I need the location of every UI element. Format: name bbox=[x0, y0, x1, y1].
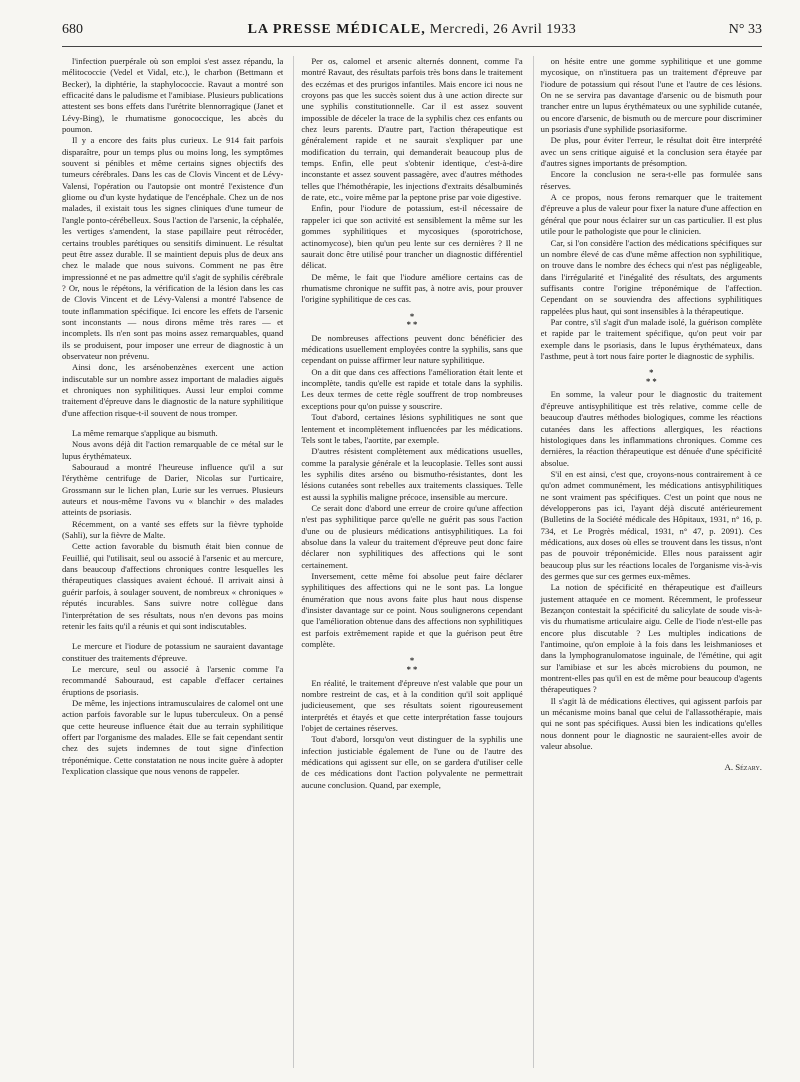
paragraph: On a dit que dans ces affections l'amélioration était lente et incomplète, tandis qu'elle est rapide et totale dans la syphilis. Les deux termes de cette règle souffrent de trop nombreuses exceptions pour qu'on puisse y souscrire. bbox=[301, 366, 523, 411]
paragraph: S'il en est ainsi, c'est que, croyons-nous contrairement à ce qu'on admet communément, les médications antisyphilitiques ne sont vraiment pas spécifiques. C'est un point que nous ne développerons pas ici, l'ayant déjà discuté antérieurement (Bulletins de la Société médicale des Hôpitaux, 1931, n° 16, p. 734, et Le Progrès médical, 1931, n° 47, p. 2091). Ces médications, aux doses où elles se trouvent dans les tissus, n'ont pas de pouvoir tréponémicide. Elles nous paraissent agir beaucoup plus sur les réactions locales de l'organisme vis-à-vis des germes que sur ces germes eux-mêmes. bbox=[540, 468, 762, 581]
paragraph: Tout d'abord, certaines lésions syphilitiques ne sont que lentement et incomplètement influencées par les médications. Tels sont le tabes, l'aortite, par exemple. bbox=[301, 412, 523, 445]
paragraph: De même, les injections intramusculaires de calomel ont une action parfois favorable sur le lupus tuberculeux. On a pensé que cette heureuse influence était due au terrain syphilitique offert par l'organisme des malades. Elle se fait cependant sentir chez des sujets indemnes de tout signe d'infection tréponémique. Cette constatation ne nous incite guère à adopter l'explication classique que nous venons de rappeler. bbox=[62, 697, 284, 776]
paragraph: Ainsi donc, les arsénobenzènes exercent une action indiscutable sur un nombre assez important de maladies aiguës et chroniques non syphilitiques. Aussi leur emploi comme traitement d'épreuve dans le diagnostic de la nature syphilitique d'une affection risque-t-il souvent de nous tromper. bbox=[62, 362, 284, 418]
section-separator: * * * bbox=[406, 310, 418, 330]
paragraph: Nous avons déjà dit l'action remarquable de ce métal sur le lupus érythémateux. bbox=[62, 439, 284, 461]
paragraph: Encore la conclusion ne sera-t-elle pas formulée sans réserves. bbox=[540, 169, 762, 191]
page-header bbox=[62, 22, 762, 47]
paragraph: Cette action favorable du bismuth était bien connue de Feuillié, qui l'utilisait, seul ou associé à l'arsenic et au mercure, dans beaucoup d'affections chroniques contre lesquelles les thérapeutiques classiques avaient échoué. Il arrivait ainsi à guérir parfois, à soulager souvent, de nombreux « chroniques » réputés incurables. Sans suivre notre collègue dans l'interprétation de ses résultats, nous n'en devons pas moins retenir les faits qu'il a réunis et qui sont indiscutables. bbox=[62, 541, 284, 631]
paragraph: A ce propos, nous ferons remarquer que le traitement d'épreuve a plus de valeur pour fixer la nature d'une affection en général que pour nous éclairer sur un cas particulier. Il est plus utile pour le pathologiste que pour le clinicien. bbox=[540, 192, 762, 237]
paragraph: De nombreuses affections peuvent donc bénéficier des médications usuellement employées contre la syphilis, sans que cependant on puisse affirmer leur nature syphilitique. bbox=[301, 332, 523, 366]
column-left bbox=[62, 56, 283, 1068]
paragraph: Ce serait donc d'abord une erreur de croire qu'une affection n'est pas syphilitique parce qu'elle ne guérit pas sous l'action d'une ou de plusieurs médications antisyphilitiques. La foi absolue dans la valeur du traitement d'épreuve peut donc faire déclarer non syphilitiques des affections qui le sont certainement. bbox=[301, 502, 523, 570]
paragraph: Enfin, pour l'iodure de potassium, est-il nécessaire de rappeler ici que son activité est sensiblement la même sur les gommes syphilitiques et mycosiques (sporotrichose, actinomycose), bien qu'un peu lente sur ces dernières ? Il ne saurait donc être utilisé pour trancher un diagnostic différentiel délicat. bbox=[301, 203, 523, 271]
issue-number: N° 33 bbox=[728, 22, 762, 37]
paragraph: Sabouraud a montré l'heureuse influence qu'il a sur l'érythème centrifuge de Darier, Nicolas sur l'urticaire, Grossmann sur le lichen plan, Lurie sur les verrues. Plusieurs auteurs et nous-même l'avons vu « blanchir » des malades atteints de psoriasis. bbox=[62, 462, 284, 518]
column-middle bbox=[293, 56, 522, 1068]
paragraph: Par contre, s'il s'agit d'un malade isolé, la guérison complète et rapide par le traitement spécifique, qu'on peut voir par exemple dans le psoriasis, dans le lupus érythémateux, dans l'asthme, peut à tort nous faire porter le diagnostic de syphilis. bbox=[540, 316, 762, 361]
column-right bbox=[533, 56, 762, 1068]
section-separator: * * * bbox=[645, 367, 657, 386]
paragraph: on hésite entre une gomme syphilitique et une gomme mycosique, on n'instituera pas un traitement d'épreuve par l'iodure de potassium qui résout l'une et l'autre de ces lésions. On ne se servira pas davantage d'arsenic ou de bismuth pour trancher entre un lupus érythémateux ou une syphilide cutanée, ou encore d'arsenic, de bismuth ou de mercure pour discriminer un psoriasis d'une syphilide psoriasiforme. bbox=[540, 56, 762, 135]
paragraph: De plus, pour éviter l'erreur, le résultat doit être interprété avec un sens critique aiguisé et la conclusion sera étayée par d'autres signes importants de présomption. bbox=[540, 135, 762, 169]
text-columns bbox=[62, 56, 762, 1068]
paragraph: En réalité, le traitement d'épreuve n'est valable que pour un nombre restreint de cas, et à la condition qu'il soit appliqué judicieusement, que ses résultats soient rigoureusement interprétés et étayés et que cette interprétation fasse toujours l'objet de certaines réserves. bbox=[301, 677, 523, 733]
paragraph: Per os, calomel et arsenic alternés donnent, comme l'a montré Ravaut, des résultats parfois très bons dans le traitement des eczémas et des prurigos infantiles. Mais encore ici nous ne croyons pas que les succès soient dus à une action directe sur une syphilis constitutionnelle. Car il est assez souvent impossible de déceler la trace de la syphilis chez ces enfants ou chez leurs parents. D'autre part, l'action thérapeutique est généralement rapide et ne saurait s'expliquer par une modification du terrain, qui demanderait beaucoup plus de temps. Enfin, elle peut s'obtenir identique, c'est-à-dire inconstante et assez souvent passagère, avec d'autres méthodes telles que l'hémothérapie, les injections d'extraits désalbuminés de rate, etc., voire même par la peptone prise par voie digestive. bbox=[301, 56, 523, 203]
paragraph: La notion de spécificité en thérapeutique est d'ailleurs justement attaquée en ce moment. Récemment, le professeur Bezançon contestait la spécificité du salicylate de soude vis-à-vis du rhumatisme articulaire aigu. Celle de l'iode n'est-elle pas encore plus discutable ? Les multiples indications de l'antimoine, qu'on emploie à la fois dans les leishmanioses et dans la lymphogranulomatose inguinale, de l'émétine, qui agit sur l'amibiase et sur les abcès microbiens du poumon, ne montrent-elles pas qu'il en est de même pour beaucoup d'agents thérapeutiques ? bbox=[540, 582, 762, 695]
paragraph: Récemment, on a vanté ses effets sur la fièvre typhoïde (Sahli), sur la fièvre de Malte. bbox=[62, 518, 284, 541]
journal-title-line bbox=[122, 22, 702, 38]
paragraph: Le mercure et l'iodure de potassium ne sauraient davantage constituer des traitements d'épreuve. bbox=[62, 641, 284, 663]
paragraph: Inversement, cette même foi absolue peut faire déclarer syphilitiques des affections qui ne le sont pas. La longue énumération que nous avons faite plus haut nous dispense d'insister davantage sur ce point. Nous soulignerons cependant que l'amélioration obtenue dans des affections non syphilitiques est parfois extrêmement rapide et que la guérison peut être complète. bbox=[301, 570, 523, 650]
paragraph: Il y a encore des faits plus curieux. Le 914 fait parfois disparaître, pour un temps plus ou moins long, les symptômes souvent si pénibles et même certains signes objectifs des tumeurs cérébrales. Dans les cas de Clovis Vincent et de Lévy-Valensi, l'opération ou l'autopsie ont montré l'existence d'un gliome ou d'un kyste hydatique de l'encéphale. Chez un de nos malades, il existait tous les signes cliniques d'une tumeur de l'angle ponto-cérébelleux. Sous l'action de l'arsenic, la céphalée, les vertiges s'amendent, la stase papillaire peut rétrocéder, certains troubles parétiques ou sensitifs diminuent. Le résultat peut être assez durable. Il se maintient depuis plus de deux ans chez le malade que nous suivons. Comment ne pas être impressionné et ne pas admettre qu'il s'agit de syphilis cérébrale ? Or, nous le répétons, la vérification de la lésion dans les cas de Clovis Vincent et de Lévy-Valensi a montré l'absence de toute inflammation spécifique. Ici encore les effets de l'arsenic sont inconstants — nous dirons même très rares — et incomplets. Ils n'en sont pas moins assez remarquables, quand ils se produisent, pour imposer une erreur de diagnostic à un observateur non prévenu. bbox=[62, 135, 284, 361]
paragraph: En somme, la valeur pour le diagnostic du traitement d'épreuve antisyphilitique est très relative, comme celle de beaucoup d'autres méthodes biologiques, comme les réactions cutanées dans les affections allergiques, les réactions histologiques dans les inflammations chroniques. Comme ces dernières, la réaction thérapeutique est dénuée d'une spécificité absolue. bbox=[540, 389, 762, 468]
page-number: 680 bbox=[62, 22, 83, 37]
paragraph: Il s'agit là de médications électives, qui agissent parfois par un mécanisme moins banal que celui de l'allassothérapie, mais qui ne sont pas spécifiques. Aussi bien les indications qu'elles nous donnent pour le diagnostic ne sauraient-elles avoir de valeur absolue. bbox=[540, 695, 762, 752]
issue-date: Mercredi, 26 Avril 1933 bbox=[429, 22, 577, 37]
paragraph: D'autres résistent complètement aux médications usuelles, comme la paralysie générale et la leucoplasie. Telles sont aussi les syphilis dites arséno ou bismutho-résistantes, dont les lésions cutanées sont rebelles aux traitements classiques. Telle est aussi la syphilis maligne précoce, insensible au mercure. bbox=[301, 446, 523, 502]
paragraph: De même, le fait que l'iodure améliore certains cas de rhumatisme chronique ne suffit pas, à notre avis, pour prouver l'origine syphilitique de ces cas. bbox=[301, 271, 523, 305]
paragraph: La même remarque s'applique au bismuth. bbox=[72, 428, 218, 438]
paragraph: Le mercure, seul ou associé à l'arsenic comme l'a recommandé Sabouraud, est capable d'effacer certaines éruptions de psoriasis. bbox=[62, 663, 284, 697]
section-separator: * * * bbox=[406, 655, 418, 674]
paragraph: l'infection puerpérale où son emploi s'est assez répandu, la mélitococcie (Vedel et Vidal, etc.), le charbon (Bettmann et Becker), la diphtérie, la staphylococcie. Ravaut a montré son efficacité dans le paludisme et l'amibiase. Plusieurs publications attestent ses bons effets dans l'urétrite blennorragique (Janet et Lévy-Bing), le rhumatisme gonococcique, les abcès du poumon. bbox=[62, 56, 284, 135]
journal-name: LA PRESSE MÉDICALE, bbox=[247, 22, 426, 37]
author-signature: A. Sézary. bbox=[724, 762, 762, 773]
paragraph: Tout d'abord, lorsqu'on veut distinguer de la syphilis une infection justiciable également de l'une ou de l'autre des médications qui agissent sur elle, on se gardera d'utiliser celle de ces médications dont l'action polyvalente ne permettrait aucune conclusion. Quand, par exemple, bbox=[301, 734, 523, 790]
paragraph: Car, si l'on considère l'action des médications spécifiques sur un nombre élevé de cas d'une même affection non syphilitique, on trouve dans le nombre des échecs qui n'est pas négligeable, dans l'irrégularité et l'inégalité des résultats, des arguments suffisants contre l'origine tréponémique de l'affection. Cependant on se souviendra des affections syphilitiques rappelées plus haut, qui sont insensibles à la thérapeutique. bbox=[540, 237, 762, 316]
